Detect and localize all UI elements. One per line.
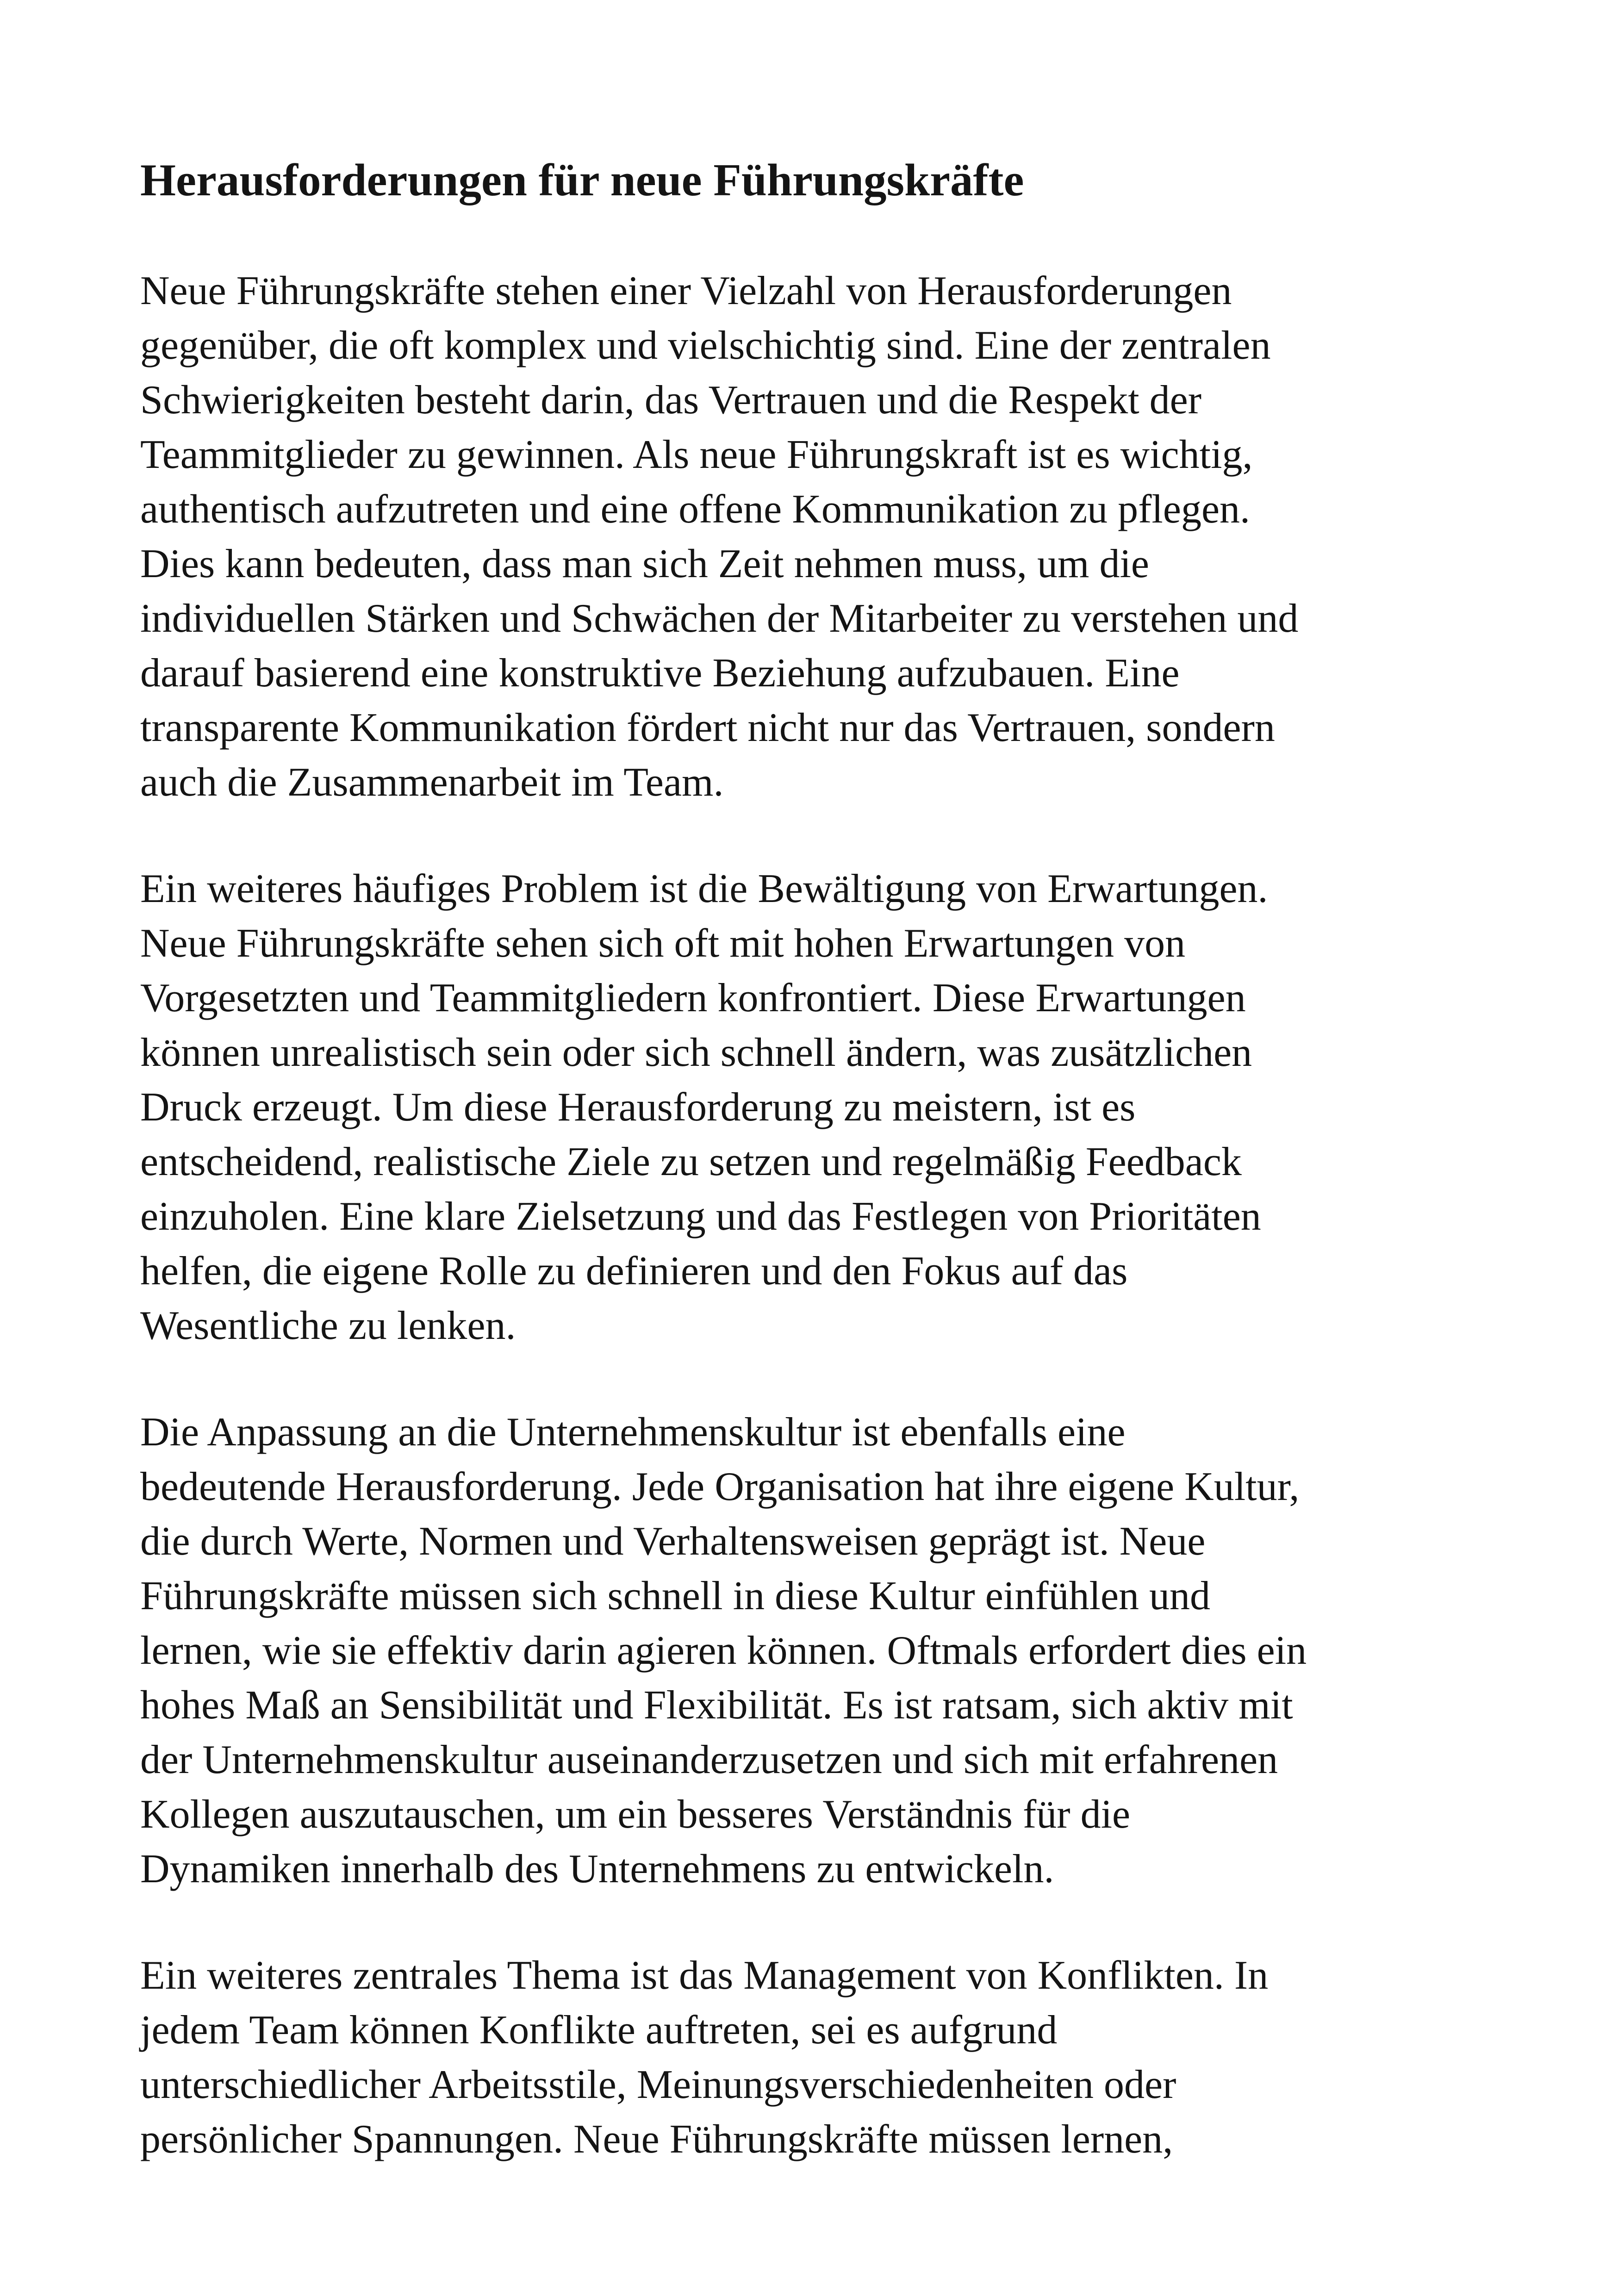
paragraph-conflict-management: Ein weiteres zentrales Thema ist das Management von Konflikten. In jedem Team können Konflikte auftreten, sei es aufgrund unterschiedlicher Arbeitsstile, Meinungsverschiedenheiten oder persönlicher Spannungen. Neue Führungskräfte müssen lernen, xyxy=(140,1953,1269,2162)
document-body xyxy=(140,143,1529,2219)
paragraph-expectations: Ein weiteres häufiges Problem ist die Bewältigung von Erwartungen. Neue Führungskräfte sehen sich oft mit hohen Erwartungen von Vorgesetzten und Teammitgliedern konfrontiert. Diese Erwartungen können unrealistisch sein oder sich schnell ändern, was zusätzlichen Druck erzeugt. Um diese Herausforderung zu meistern, ist es entscheidend, realistische Ziele zu setzen und regelmäßig Feedback einzuholen. Eine klare Zielsetzung und das Festlegen von Prioritäten helfen, die eigene Rolle zu definieren und den Fokus auf das Wesentliche zu lenken. xyxy=(140,866,1268,1348)
paragraph-company-culture: Die Anpassung an die Unternehmenskultur ist ebenfalls eine bedeutende Herausforderung. Jede Organisation hat ihre eigene Kultur, die durch Werte, Normen und Verhaltensweisen geprägt ist. Neue Führungskräfte müssen sich schnell in diese Kultur einfühlen und lernen, wie sie effektiv darin agieren können. Oftmals erfordert dies ein hohes Maß an Sensibilität und Flexibilität. Es ist ratsam, sich aktiv mit der Unternehmenskultur auseinanderzusetzen und sich mit erfahrenen Kollegen auszutauschen, um ein besseres Verständnis für die Dynamiken innerhalb des Unternehmens zu entwickeln. xyxy=(140,1410,1307,1892)
paragraph-trust: Neue Führungskräfte stehen einer Vielzahl von Herausforderungen gegenüber, die oft komplex und vielschichtig sind. Eine der zentralen Schwierigkeiten besteht darin, das Vertrauen und die Respekt der Teammitglieder zu gewinnen. Als neue Führungskraft ist es wichtig, authentisch aufzutreten und eine offene Kommunikation zu pflegen. Dies kann bedeuten, dass man sich Zeit nehmen muss, um die individuellen Stärken und Schwächen der Mitarbeiter zu verstehen und darauf basierend eine konstruktive Beziehung aufzubauen. Eine transparente Kommunikation fördert nicht nur das Vertrauen, sondern auch die Zusammenarbeit im Team. xyxy=(140,268,1299,805)
document-title: Herausforderungen für neue Führungskräfte xyxy=(140,155,1024,205)
